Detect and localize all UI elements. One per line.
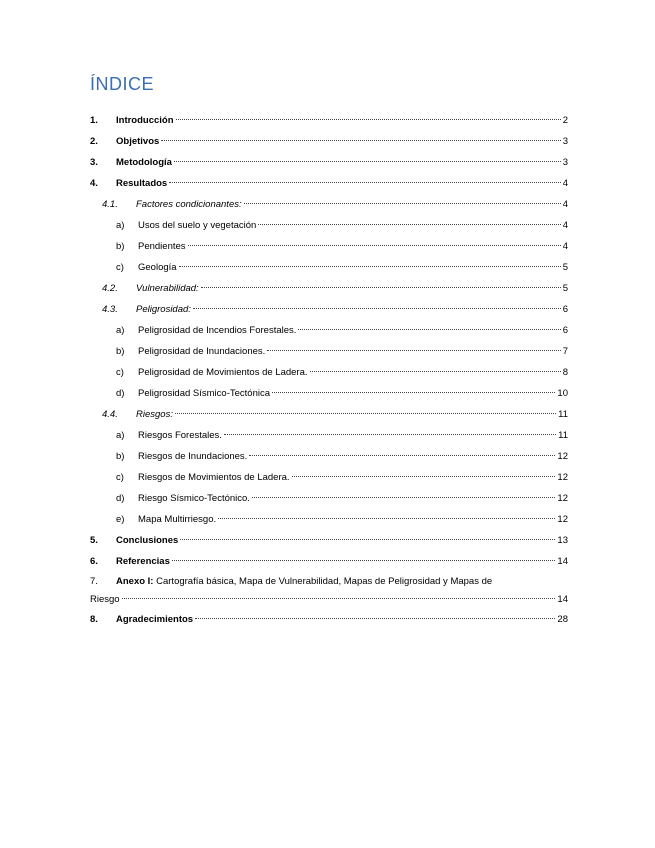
toc-entry-acknowledgements[interactable] <box>90 609 568 630</box>
toc-entry[interactable] <box>90 257 568 278</box>
toc-entry-number: 7. <box>90 576 98 587</box>
toc-entry[interactable] <box>90 299 568 320</box>
toc-entry-text: Pendientes <box>138 241 186 252</box>
toc-entry-text: Peligrosidad Sísmico-Tectónica <box>138 388 271 399</box>
toc-entry-label: Anexo I: <box>116 576 154 587</box>
toc-entry[interactable] <box>90 551 568 572</box>
leader-dots <box>258 224 560 225</box>
toc-page-number: 28 <box>557 614 568 625</box>
toc-entry-text: Riesgos Forestales. <box>138 430 222 441</box>
toc-entry-text: Usos del suelo y vegetación <box>138 220 257 231</box>
leader-dots <box>292 476 556 477</box>
toc-entry-number: a) <box>116 325 125 336</box>
toc-entry-text: Riesgos de Inundaciones. <box>138 451 248 462</box>
leader-dots <box>252 497 555 498</box>
toc-entry-text: Peligrosidad de Incendios Forestales. <box>138 325 297 336</box>
toc-entry-number: 4.4. <box>102 409 118 420</box>
toc-entry-number: 8. <box>90 614 98 625</box>
toc-entry[interactable] <box>90 362 568 383</box>
toc-entry[interactable] <box>90 131 568 152</box>
toc-entry[interactable] <box>90 383 568 404</box>
toc-entry-number: d) <box>116 388 125 399</box>
toc-entry-number: 4.1. <box>102 199 118 210</box>
toc-entry[interactable] <box>90 530 568 551</box>
toc-entry-number: 4. <box>90 178 98 189</box>
leader-dots <box>169 182 560 183</box>
toc-entry[interactable] <box>90 110 568 131</box>
toc-page-number: 12 <box>557 451 568 462</box>
toc-entry-text: Mapa Multirriesgo. <box>138 514 217 525</box>
toc-entry-number: 2. <box>90 136 98 147</box>
toc-page-number: 12 <box>557 472 568 483</box>
toc-page-number: 8 <box>562 367 568 378</box>
toc-entry[interactable] <box>90 278 568 299</box>
toc-entry[interactable] <box>90 404 568 425</box>
toc-page-number: 6 <box>562 325 568 336</box>
toc-page-number: 3 <box>562 157 568 168</box>
toc-entry-text: Metodología <box>116 157 172 168</box>
toc-page-number: 5 <box>562 283 568 294</box>
toc-entry-text: Agradecimientos <box>116 614 194 625</box>
toc-entry[interactable] <box>90 194 568 215</box>
toc-entry-text: Riesgos: <box>136 409 173 420</box>
toc-page-number: 4 <box>562 199 568 210</box>
toc-entry[interactable] <box>90 173 568 194</box>
toc-entry[interactable] <box>90 488 568 509</box>
toc-entry-text: Peligrosidad de Inundaciones. <box>138 346 266 357</box>
toc-entry[interactable] <box>90 425 568 446</box>
toc-page-number: 4 <box>562 178 568 189</box>
toc-entry-text: Vulnerabilidad: <box>136 283 199 294</box>
toc-entry[interactable] <box>90 509 568 530</box>
toc-entry-number: c) <box>116 262 124 273</box>
toc-entry-number: c) <box>116 472 124 483</box>
toc-entry-text: Conclusiones <box>116 535 179 546</box>
toc-page-number: 12 <box>557 514 568 525</box>
toc-entry-text: Referencias <box>116 556 170 567</box>
toc-entry-number: 3. <box>90 157 98 168</box>
toc-entry-text: Peligrosidad: <box>136 304 191 315</box>
toc-page-number: 13 <box>557 535 568 546</box>
table-of-contents <box>90 110 568 630</box>
toc-entry-text: Peligrosidad de Movimientos de Ladera. <box>138 367 308 378</box>
toc-page-number: 12 <box>557 493 568 504</box>
leader-dots <box>267 350 560 351</box>
leader-dots <box>195 618 555 619</box>
leader-dots <box>218 518 555 519</box>
leader-dots <box>175 413 556 414</box>
toc-page-number: 4 <box>562 220 568 231</box>
toc-entry[interactable] <box>90 215 568 236</box>
leader-dots <box>122 598 556 599</box>
toc-page-number: 2 <box>562 115 568 126</box>
leader-dots <box>161 140 560 141</box>
toc-entry-number: c) <box>116 367 124 378</box>
toc-page-number: 6 <box>562 304 568 315</box>
toc-entry-number: 6. <box>90 556 98 567</box>
toc-page-number: 11 <box>558 430 568 441</box>
toc-entry-number: a) <box>116 430 125 441</box>
leader-dots <box>193 308 561 309</box>
toc-page-number: 14 <box>557 594 568 605</box>
toc-page-number: 7 <box>562 346 568 357</box>
leader-dots <box>201 287 561 288</box>
toc-entry[interactable] <box>90 446 568 467</box>
toc-entry-number: d) <box>116 493 125 504</box>
leader-dots <box>224 434 556 435</box>
toc-entry-text: Riesgo Sísmico-Tectónico. <box>138 493 250 504</box>
toc-entry-annex[interactable] <box>90 573 568 609</box>
toc-entry-number: a) <box>116 220 125 231</box>
toc-entry-text: Factores condicionantes: <box>136 199 242 210</box>
leader-dots <box>174 161 561 162</box>
leader-dots <box>179 266 561 267</box>
leader-dots <box>176 119 561 120</box>
toc-entry-number: 1. <box>90 115 98 126</box>
toc-entry-text: Cartografía básica, Mapa de Vulnerabilidad, Mapas de Peligrosidad y Mapas de <box>156 576 493 587</box>
leader-dots <box>249 455 555 456</box>
toc-entry[interactable] <box>90 341 568 362</box>
toc-entry[interactable] <box>90 467 568 488</box>
leader-dots <box>298 329 560 330</box>
toc-entry-text: Introducción <box>116 115 174 126</box>
index-title: ÍNDICE <box>90 74 155 94</box>
toc-entry-number: 5. <box>90 535 98 546</box>
leader-dots <box>180 539 555 540</box>
toc-entry-number: 4.2. <box>102 283 118 294</box>
toc-entry-text: Resultados <box>116 178 168 189</box>
toc-entry-number: b) <box>116 346 125 357</box>
toc-entry-number: b) <box>116 241 125 252</box>
toc-entry-text: Objetivos <box>116 136 160 147</box>
toc-entry-text: Geología <box>138 262 177 273</box>
leader-dots <box>172 560 556 561</box>
leader-dots <box>244 203 561 204</box>
toc-entry-number: 4.3. <box>102 304 118 315</box>
toc-entry-text-continued: Riesgo <box>90 594 120 605</box>
toc-page-number: 11 <box>558 409 568 420</box>
toc-entry[interactable] <box>90 236 568 257</box>
toc-page-number: 10 <box>557 388 568 399</box>
leader-dots <box>310 371 561 372</box>
toc-entry-text: Riesgos de Movimientos de Ladera. <box>138 472 290 483</box>
leader-dots <box>272 392 555 393</box>
toc-page-number: 4 <box>562 241 568 252</box>
toc-entry[interactable] <box>90 320 568 341</box>
toc-entry-number: b) <box>116 451 125 462</box>
toc-page-number: 14 <box>557 556 568 567</box>
toc-entry[interactable] <box>90 152 568 173</box>
toc-entry-number: e) <box>116 514 125 525</box>
leader-dots <box>188 245 561 246</box>
toc-page-number: 5 <box>562 262 568 273</box>
toc-page-number: 3 <box>562 136 568 147</box>
